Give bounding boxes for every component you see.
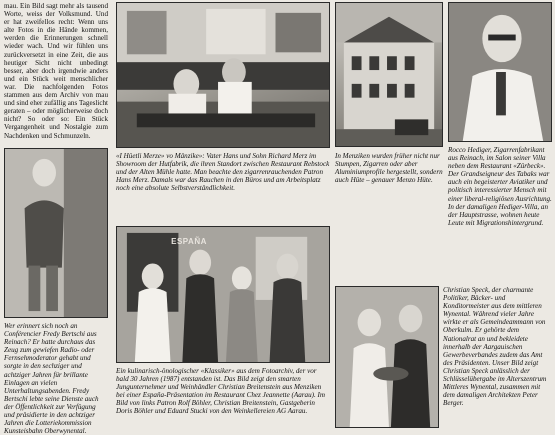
photo-menzo-building (335, 2, 443, 147)
photo-fredy-bertschi (4, 148, 108, 318)
caption-menziken-huete: In Menziken wurden früher nicht nur Stumpen, Zigarren oder aber Aluminiumprofile hergestellt, sondern auch Hüte – genauer Menzo Hüte. (335, 152, 443, 185)
photo-hat-showroom (116, 2, 330, 148)
caption-christian-speck: Christian Speck, der charmante Politiker, Bäcker- und Konditormeister aus dem mittleren Wynental. Während vieler Jahre wirkte er als Gemeindeammann von Oberkulm. Er gehörte dem Nationalrat an und bekleidete innerhalb der Aargauischen Gewerbeverbandes zudem das Amt des Präsidenten. Unser Bild zeigt Christian Speck anlässlich der Schlüsselübergabe im Alterszentrum Mittleres Wynental, zusammen mit dem damaligen Architekten Peter Berger. (443, 286, 547, 408)
caption-fredy-bertschi: Wer erinnert sich noch an Conférencier Fredy Bertschi aus Reinach? Er hatte durchaus das Zeug zum gewiefen Radio- oder Fernsehmoderator gehabt und sorgte in den sechziger und achtziger Jahren für brillante Einlagen an vielen Unterhaltungsabenden. Fredy Bertschi lebte seine Dienste auch der Öffentlichkeit zur Verfügung und präsidierte in den achtziger Jahren die Lotteriekommission Kunsteisbahn Oberwynental. (4, 322, 99, 435)
intro-paragraph: mau. Ein Bild sagt mehr als tausend Worte, weiss der Volksmund. Und er hat zweifellos recht: Wenn uns alte Fotos in die Hände kommen, werden die Erinnerungen schnell wieder wach. Und wir fühlen uns zurückversetzt in eine Zeit, die aus heutiger Sicht nicht unbedingt besser, aber doch irgendwie anders und ein Stück weit menschlicher war. Die nachfolgenden Fotos stammen aus dem Archiv von mau und sind eher zufällig ans Tageslicht geraten – oder möglicherweise doch nicht? So oder so: Ein Stück Vergangenheit und Nostalgie zum Nachdenken und Schmunzeln. (4, 2, 108, 140)
photo-christian-speck (335, 286, 439, 428)
caption-espana: Ein kulinarisch-önologischer «Klassiker» aus dem Fotoarchiv, der vor bald 30 Jahren (1987) entstanden ist. Das Bild zeigt den smarten Jungunternehmer und Weinhändler Christian Breitenstein aus Menziken bei einer Espaňa-Präsentation im Restaurant Chez Jeannette (Aarau). Im Bild von links Patron Rolf Böhler, Christian Breitenstein, Gastgeberin Doris Böhler und Eduard Stucki von den Weinkellereien AG Aarau. (116, 367, 326, 416)
caption-hueetli-merze: «I Hüetli Merze» vo Mänzike»: Vater Hans und Sohn Richard Merz im Showroom der Hutfabrik, die ihren Standort zwischen Restaurant Rebstock und der Alten Mühle hatte. Man beachte den zigarrenrauchenden Patron Hans Merz. Damals war das Rauchen in den Büros und am Arbeitsplatz noch eine absolute Selbstverständlichkeit. (116, 152, 330, 193)
photo-rocco-hediger (448, 2, 552, 142)
espana-poster-label: ESPAÑA (171, 237, 207, 246)
photo-espana-presentation (116, 226, 330, 363)
caption-rocco-hediger: Rocco Hediger, Zigarrenfabrikant aus Reinach, im Salon seiner Villa neben dem Restaurant «Zürbeck». Der Grandseigneur des Tabaks war auch ein begeisterter Aviatiker und politisch interessierter Mensch mit einer liberal-religiösen Ausrichtung. In der damaligen Hediger-Villa, an der Hauptstrasse, wohnen heute Leute mit Migrationshintergrund. (448, 146, 552, 227)
